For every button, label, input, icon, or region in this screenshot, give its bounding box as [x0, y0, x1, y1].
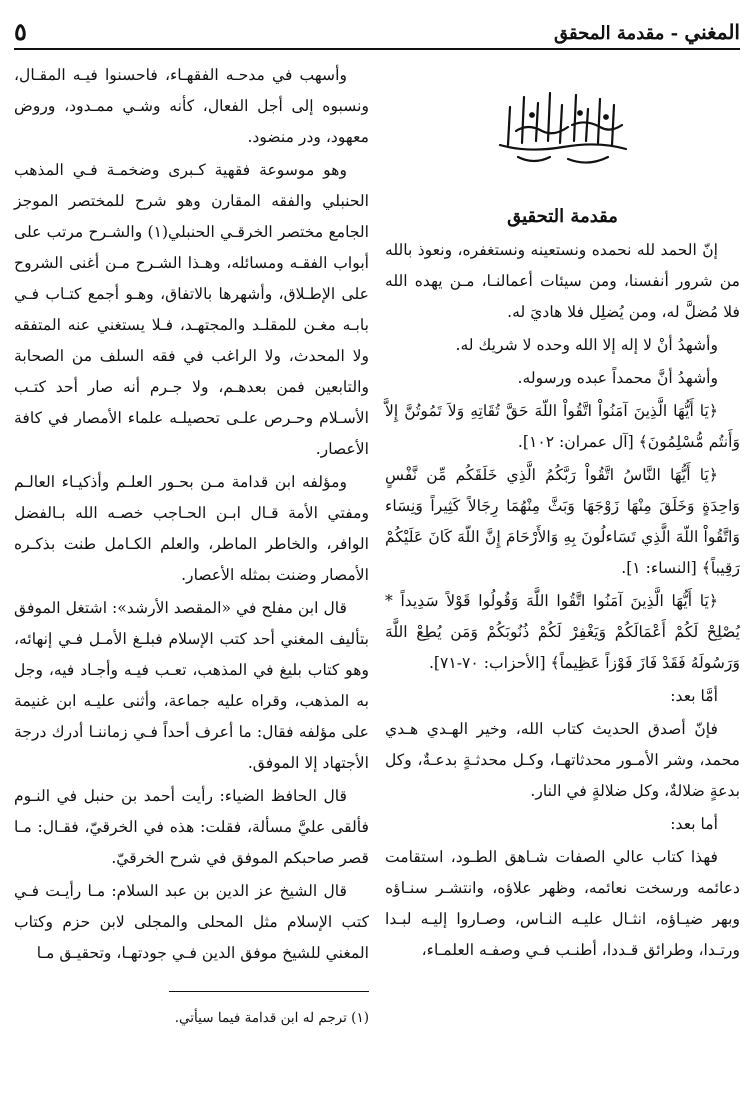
- quran-verse: ﴿يَا أَيُّهَا الَّذِينَ آمَنُوا اتَّقُوا اللَّهَ وَقُولُوا قَوْلاً سَدِيداً * يُصْلِحْ لَكُمْ أَعْمَالَكُمْ وَيَغْفِرْ لَكُمْ ذُنُوبَكُمْ وَمَن يُطِعْ اللَّهَ وَرَسُولَهُ فَقَدْ فَازَ فَوْزاً عَظِيماً﴾ [الأحزاب: ٧٠-٧١].: [385, 592, 740, 672]
- footnote-divider: [169, 991, 369, 992]
- header-book-name: المغني: [684, 20, 740, 44]
- paragraph: قال ابن مفلح في «المقصد الأرشد»: اشتغل الموفق بتأليف المغني أحد كتب الإسلام فبلـغ الأمـل فـي إنهائه، وهو كتاب بليغ في المذهب، تعـب فيـه وأجـاد فيه، وجل به المذهب، وقراه عليه جماعة، وأثنى عليـه ابن غنيمة على مؤلفه فقال: ما أعرف أحداً فـي زماننـا أدرك درجة الأجتهاد إلا الموفق.: [14, 599, 369, 772]
- header-subtitle: - مقدمة المحقق: [554, 23, 679, 44]
- header-title: [554, 20, 740, 48]
- paragraph: فهذا كتاب عالي الصفات شـاهق الطـود، استقامت دعائمه ورسخت نعائمه، وظهر علاؤه، وانتشـر سنـاؤه وبهر ضيـاؤه، انثـال عليـه النـاس، وصـاروا إليـه لبـدا ورتـدا، وطرائق قـددا، أطنـب فـي وصفـه العلمـاء،: [385, 848, 740, 959]
- paragraph: أما بعد:: [670, 815, 718, 833]
- paragraph: وهو موسوعة فقهية كـبرى وضخمـة فـي المذهب الحنبلي والفقه المقارن وهو شرح للمختصر الموجز الجامع مختصر الخرقـي الحنبلي(١) والشـرح مرتب على أبواب الفقـه ومسائله، وهـذا الشـرح مـن أغنى الشروح على الإطـلاق، وأشهرها بالاتفاق، وهـو أجمع كتـاب فـي بابـه مغـن للمقلـد والمجتهـد، فـلا يستغني عنه المتفقه ولا المحدث، ولا الراغب في فقه السلف من الصحابة والتابعين فمن بعدهـم، ولا جـرم أنه صار أحد كتـب الأسـلام وحـرص علـى تحصيلـه علماء الأمصار في كافة الأعصار.: [14, 161, 369, 458]
- paragraph: قال الحافظ الضياء: رأيت أحمد بن حنبل في النـوم فألقى عليَّ مسألة، فقلت: هذه في الخرقيّ، فقـال: مـا قصر صاحبكم الموفق في شرح الخرقيّ.: [14, 787, 369, 867]
- paragraph: قال الشيخ عز الدين بن عبد السلام: مـا رأيـت فـي كتب الإسلام مثل المحلى والمجلى لابن حزم وكتاب المغني للشيخ موفق الدين فـي جودتهـا، وتحقيـق مـا: [14, 882, 369, 962]
- quran-verse: ﴿يَا أَيُّهَا الَّذِينَ آمَنُواْ اتَّقُواْ اللّهَ حَقَّ تُقَاتِهِ وَلاَ تَمُوتُنَّ إِلاَّ وَأَنتُم مُّسْلِمُونَ﴾ [آل عمران: ١٠٢].: [385, 402, 740, 451]
- paragraph: فإنّ أصدق الحديث كتاب الله، وخير الهـدي هـدي محمد، وشر الأمـور محدثاتهـا، وكـل محدثـةٍ بدعـةٌ، وكل بدعةٍ ضلالةٌ، وكل ضلالةٍ في النار.: [385, 720, 740, 800]
- paragraph: ومؤلفه ابن قدامة مـن بحـور العلـم وأذكيـاء العالـم ومفتي الأمة قـال ابـن الحـاجب خصـه الله بـالفضل الوافر، والخاطر الماطر، والعلم الكـامل طنت بذكـره الأمصار وضنت بمثله الأعصار.: [14, 473, 369, 584]
- left-column: [14, 60, 369, 1077]
- paragraph: إنّ الحمد لله نحمده ونستعينه ونستغفره، ونعوذ بالله من شرور أنفسنا، ومن سيئات أعمالنـا، مـن يهده الله فلا مُضلَّ له، ومن يُضلِل فلا هاديَ له.: [385, 241, 740, 321]
- basmala-icon: [488, 75, 638, 175]
- paragraph: وأسهب في مدحـه الفقهـاء، فاحسنوا فيـه المقـال، ونسبوه إلى أجل الفعال، كأنه وشـي ممـدود، وروض معهود، ودر منضود.: [14, 66, 369, 146]
- paragraph: أمَّا بعد:: [670, 687, 718, 705]
- footnote: (١) ترجم له ابن قدامة فيما سيأتي.: [174, 1009, 369, 1026]
- running-header: [14, 12, 740, 50]
- right-column: [385, 60, 740, 1077]
- paragraph: وأشهدُ أنْ لا إله إلا الله وحده لا شريك له.: [455, 336, 718, 354]
- section-title: مقدمة التحقيق: [507, 206, 618, 227]
- page-number: ٥: [14, 17, 27, 46]
- paragraph: وأشهدُ أنَّ محمداً عبده ورسوله.: [517, 369, 718, 387]
- basmala-calligraphy: [385, 66, 740, 184]
- quran-verse: ﴿يَا أَيُّهَا النَّاسُ اتَّقُواْ رَبَّكُمُ الَّذِي خَلَقَكُم مِّن نَّفْسٍ وَاحِدَةٍ وَخَلَقَ مِنْهَا زَوْجَهَا وَبَثَّ مِنْهُمَا رِجَالاً كَثِيراً وَنِسَاء وَاتَّقُواْ اللّهَ الَّذِي تَسَاءلُونَ بِهِ وَالأَرْحَامَ إِنَّ اللّهَ كَانَ عَلَيْكُمْ رَقِيباً﴾ [النساء: ١].: [385, 466, 740, 577]
